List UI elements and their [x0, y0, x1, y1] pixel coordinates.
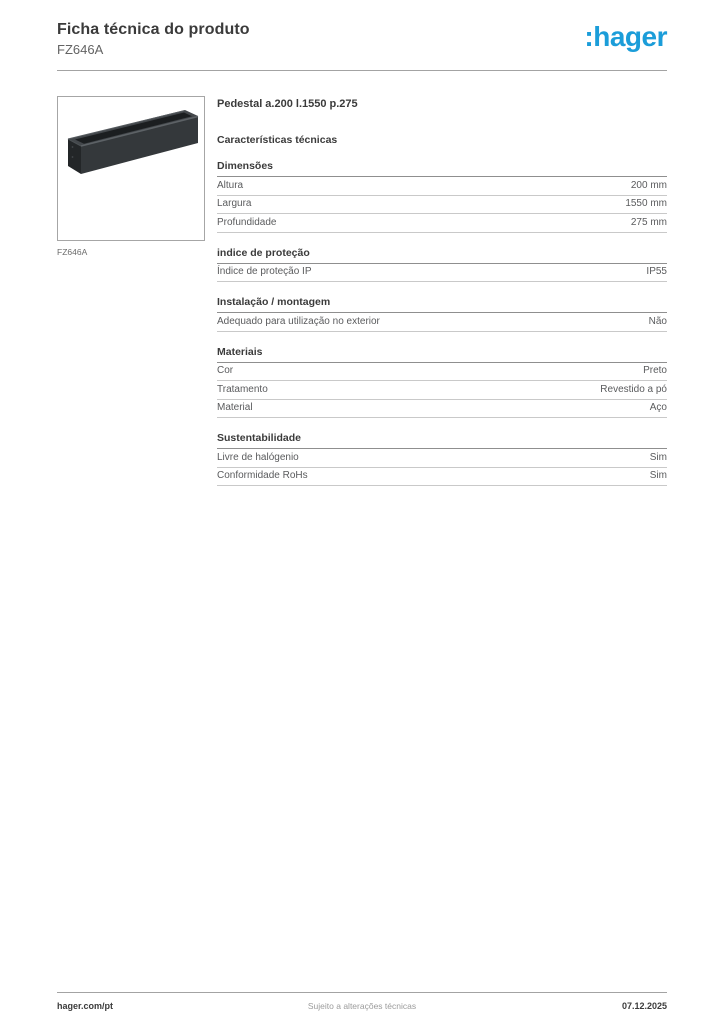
product-title: Pedestal a.200 l.1550 p.275 [217, 98, 358, 110]
header-text-block [57, 20, 250, 58]
spec-row-label: Livre de halógenio [217, 451, 299, 463]
spec-group [217, 296, 667, 332]
spec-group [217, 160, 667, 233]
footer-note: Sujeito a alterações técnicas [307, 1001, 417, 1011]
spec-row [217, 381, 667, 400]
spec-row-label: Índice de proteção IP [217, 266, 312, 277]
footer-row [57, 1001, 667, 1011]
spec-row-label: Largura [217, 198, 252, 209]
spec-group-rows [217, 264, 667, 283]
header-divider [57, 70, 667, 71]
page-title: Ficha técnica do produto [57, 21, 250, 38]
footer-website-link[interactable]: hager.com/pt [57, 1001, 114, 1011]
product-image-frame [57, 96, 205, 241]
spec-row-label: Conformidade RoHs [217, 470, 308, 481]
spec-row-label: Adequado para utilização no exterior [217, 315, 380, 327]
footer-divider [57, 992, 667, 993]
spec-row [217, 449, 667, 468]
spec-row-value: 1550 mm [625, 198, 667, 209]
spec-row-value: 200 mm [630, 179, 667, 191]
footer-date: 07.12.2025 [621, 1001, 667, 1011]
spec-row [217, 363, 667, 382]
spec-row-value: Aço [649, 402, 667, 413]
product-image [58, 97, 204, 240]
logo-colon: : [584, 21, 594, 52]
technical-characteristics-title: Características técnicas [217, 134, 338, 146]
spec-group-title: Materiais [217, 346, 667, 363]
spec-row-label: Material [217, 402, 253, 413]
spec-group-rows [217, 313, 667, 332]
page-header [57, 20, 667, 58]
product-image-caption: FZ646A [57, 247, 88, 257]
spec-row-value: Revestido a pó [600, 383, 667, 395]
specs-column [217, 96, 667, 486]
page-footer [57, 992, 667, 1024]
spec-row-value: 275 mm [630, 216, 667, 228]
spec-row [217, 313, 667, 332]
spec-row [217, 264, 667, 283]
spec-group [217, 432, 667, 486]
spec-row-label: Profundidade [217, 216, 277, 228]
product-image-column [57, 96, 205, 486]
spec-row-label: Cor [217, 365, 234, 376]
spec-group-title: Sustentabilidade [217, 432, 667, 449]
product-code: FZ646A [57, 42, 104, 57]
spec-row [217, 196, 667, 215]
spec-row [217, 468, 667, 487]
spec-row-value: Sim [649, 451, 667, 463]
spec-group-rows [217, 449, 667, 486]
spec-group-title: indice de proteção [217, 247, 667, 264]
spec-group-title: Dimensões [217, 160, 667, 177]
spec-row-label: Tratamento [217, 383, 268, 395]
spec-group-rows [217, 363, 667, 419]
spec-row [217, 177, 667, 196]
spec-group [217, 346, 667, 419]
spec-row-value: IP55 [646, 266, 667, 277]
spec-row [217, 214, 667, 233]
spec-group-rows [217, 177, 667, 233]
spec-row-value: Preto [643, 365, 667, 376]
spec-row [217, 400, 667, 419]
logo-wordmark: hager [593, 21, 667, 52]
main-content [57, 96, 667, 486]
spec-row-label: Altura [217, 179, 244, 191]
spec-group-title: Instalação / montagem [217, 296, 667, 313]
spec-row-value: Não [648, 315, 667, 327]
hager-logo [584, 22, 667, 52]
spec-groups [217, 160, 667, 486]
spec-group [217, 247, 667, 283]
spec-row-value: Sim [649, 470, 667, 481]
